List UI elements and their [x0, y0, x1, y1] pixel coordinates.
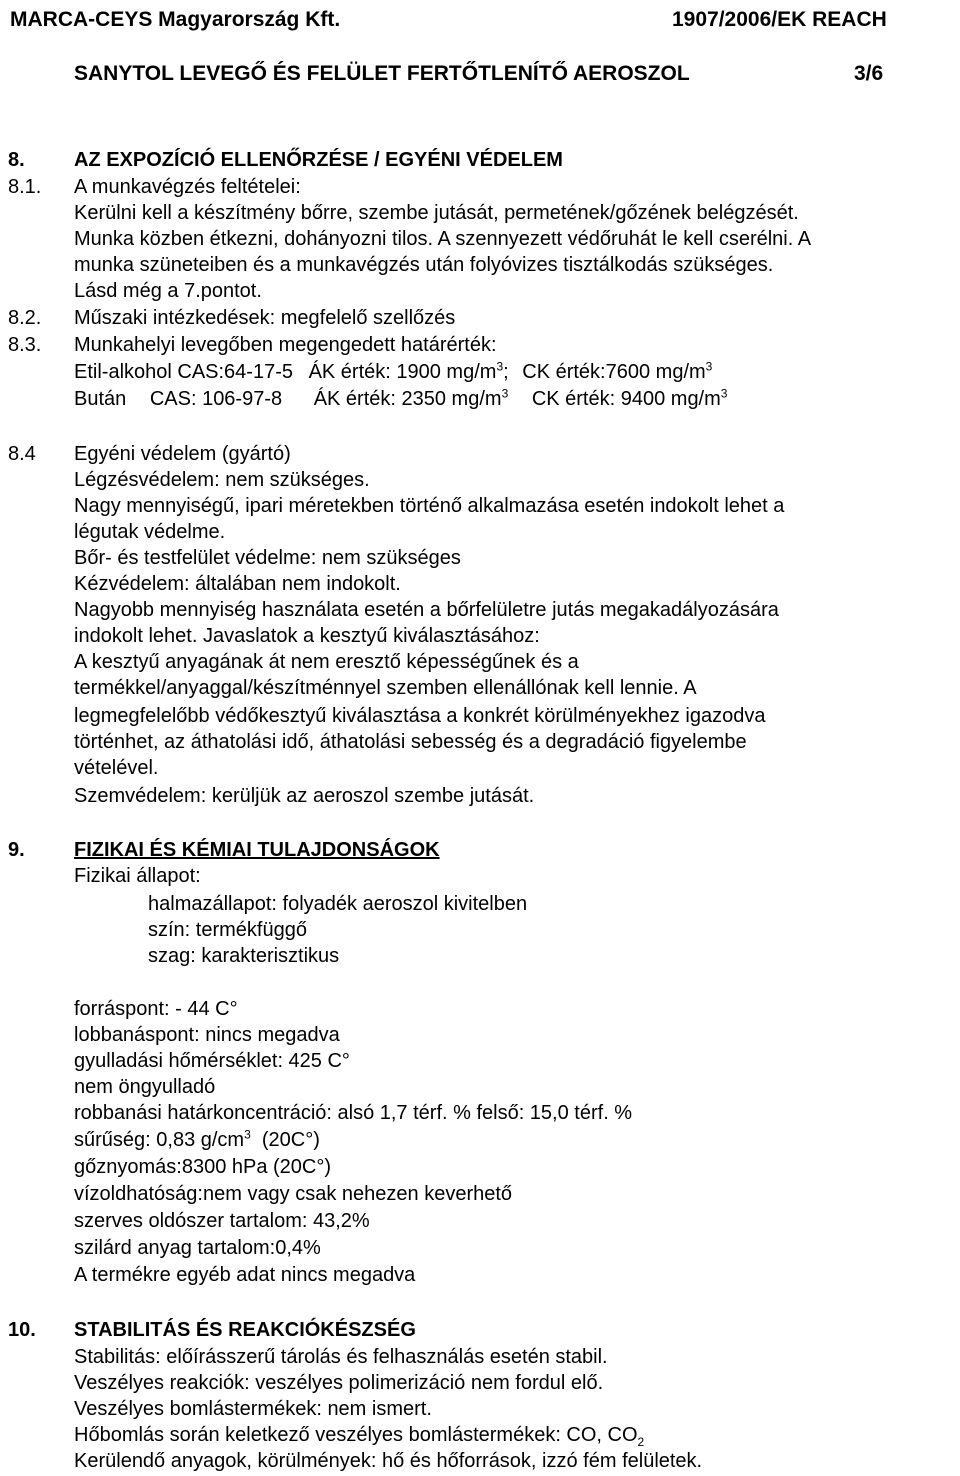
section-8-4-line: termékkel/anyaggal/készítménnyel szemben ellenállónak kell lennie. A [74, 677, 697, 699]
butane-limit-row [74, 387, 727, 411]
decomposition-text: Hőbomlás során keletkező veszélyes bomlástermékek: CO, CO [74, 1424, 638, 1446]
section-8-2-number: 8.2. [8, 307, 42, 329]
property-line: forráspont: - 44 C° [74, 998, 238, 1020]
stability-line: Stabilitás: előírásszerű tárolás és felhasználás esetén stabil. [74, 1346, 608, 1368]
section-8-4-line: indokolt lehet. Javaslatok a kesztyű kiválasztásához: [74, 625, 540, 647]
property-line: lobbanáspont: nincs megadva [74, 1024, 340, 1046]
section-8-1-line: Munka közben étkezni, dohányozni tilos. A szennyezett védőruhát le kell cserélni. A [74, 228, 812, 250]
company-name: MARCA-CEYS Magyarország Kft. [10, 8, 341, 31]
section-8-1-line: A munkavégzés feltételei: [74, 176, 301, 198]
density-sup: 3 [244, 1127, 251, 1142]
ethanol-ak: ÁK érték: 1900 mg/m [308, 361, 497, 383]
section-8-1-line: munka szüneteiben és a munkavégzés után folyóvizes tisztálkodás szükséges. [74, 254, 774, 276]
physical-state-line: szín: termékfüggő [148, 919, 307, 941]
section-8-1-number: 8.1. [8, 176, 42, 198]
section-8-4-line: légutak védelme. [74, 521, 226, 543]
butane-name: Bután [74, 388, 127, 410]
ethanol-ck: CK érték:7600 mg/m [522, 361, 706, 383]
section-8-1-line: Kerülni kell a készítmény bőrre, szembe jutását, permetének/gőzének belégzését. [74, 202, 799, 224]
section-8-4-line: Szemvédelem: kerüljük az aeroszol szembe jutását. [74, 785, 535, 807]
section-9-number: 9. [8, 839, 25, 861]
section-8-1-line: Lásd még a 7.pontot. [74, 280, 262, 302]
section-8-4-number: 8.4 [8, 443, 36, 465]
butane-ck: CK érték: 9400 mg/m [531, 388, 721, 410]
butane-ak: ÁK érték: 2350 mg/m [313, 388, 502, 410]
section-8-3-number: 8.3. [8, 334, 42, 356]
physical-state-line: halmazállapot: folyadék aeroszol kivitelben [148, 893, 528, 915]
stability-line: Veszélyes reakciók: veszélyes polimerizáció nem fordul elő. [74, 1372, 604, 1394]
section-8-4-line: történhet, az áthatolási idő, áthatolási sebesség és a degradáció figyelembe [74, 731, 747, 753]
property-line: szilárd anyag tartalom:0,4% [74, 1237, 321, 1259]
density-tail: (20C°) [250, 1129, 320, 1151]
page-number: 3/6 [854, 62, 884, 85]
property-line: nem öngyulladó [74, 1076, 216, 1098]
section-8-title: AZ EXPOZÍCIÓ ELLENŐRZÉSE / EGYÉNI VÉDELEM [74, 149, 563, 171]
section-8-4-line: Nagy mennyiségű, ipari méretekben történő alkalmazása esetén indokolt lehet a [74, 495, 785, 517]
section-8-4-line: Egyéni védelem (gyártó) [74, 443, 291, 465]
property-line: szerves oldószer tartalom: 43,2% [74, 1210, 370, 1232]
butane-ak-sup: 3 [501, 386, 509, 401]
ethanol-name: Etil-alkohol CAS:64-17-5 [74, 361, 293, 383]
property-line: gőznyomás:8300 hPa (20C°) [74, 1156, 332, 1178]
ethanol-limit-row [74, 360, 712, 384]
section-10-number: 10. [8, 1319, 36, 1341]
density-line [74, 1128, 320, 1152]
decomposition-sub: 2 [637, 1435, 645, 1449]
ethanol-separator: ; [503, 361, 509, 383]
ethanol-ak-sup: 3 [496, 359, 504, 374]
stability-line: Veszélyes bomlástermékek: nem ismert. [74, 1398, 432, 1420]
property-line: gyulladási hőmérséklet: 425 C° [74, 1050, 350, 1072]
section-8-4-line: Bőr- és testfelület védelme: nem szükséges [74, 547, 461, 569]
section-8-4-line: legmegfelelőbb védőkesztyű kiválasztása a konkrét körülményekhez igazodva [74, 705, 766, 727]
incompatible-line: Kerülendő anyagok, körülmények: hő és hőforrások, izzó fém felületek. [74, 1450, 703, 1472]
regulation-ref: 1907/2006/EK REACH [672, 8, 887, 31]
physical-state-line: szag: karakterisztikus [148, 945, 340, 967]
section-8-4-line: vételével. [74, 757, 159, 779]
property-line: robbanási határkoncentráció: alsó 1,7 térf. % felső: 15,0 térf. % [74, 1102, 633, 1124]
section-10-title: STABILITÁS ÉS REAKCIÓKÉSZSÉG [74, 1319, 416, 1341]
butane-cas: CAS: 106-97-8 [149, 388, 283, 410]
section-8-4-line: Kézvédelem: általában nem indokolt. [74, 573, 401, 595]
property-line: vízoldhatóság:nem vagy csak nehezen keverhető [74, 1183, 513, 1205]
section-8-4-line: Nagyobb mennyiség használata esetén a bőrfelületre jutás megakadályozására [74, 599, 779, 621]
density-text: sűrűség: 0,83 g/cm [74, 1129, 245, 1151]
decomposition-line [74, 1423, 644, 1447]
section-8-3-title: Munkahelyi levegőben megengedett határérték: [74, 334, 497, 356]
section-8-number: 8. [8, 149, 25, 171]
section-8-4-line: A kesztyű anyagának át nem eresztő képességűnek és a [74, 651, 579, 673]
property-line: A termékre egyéb adat nincs megadva [74, 1264, 416, 1286]
section-8-2-text: Műszaki intézkedések: megfelelő szellőzés [74, 307, 456, 329]
section-8-4-line: Légzésvédelem: nem szükséges. [74, 469, 370, 491]
physical-state-label: Fizikai állapot: [74, 865, 201, 887]
ethanol-ck-sup: 3 [705, 359, 713, 374]
section-9-title: FIZIKAI ÉS KÉMIAI TULAJDONSÁGOK [74, 839, 440, 861]
butane-ck-sup: 3 [720, 386, 728, 401]
product-name: SANYTOL LEVEGŐ ÉS FELÜLET FERTŐTLENÍTŐ AEROSZOL [74, 62, 690, 85]
